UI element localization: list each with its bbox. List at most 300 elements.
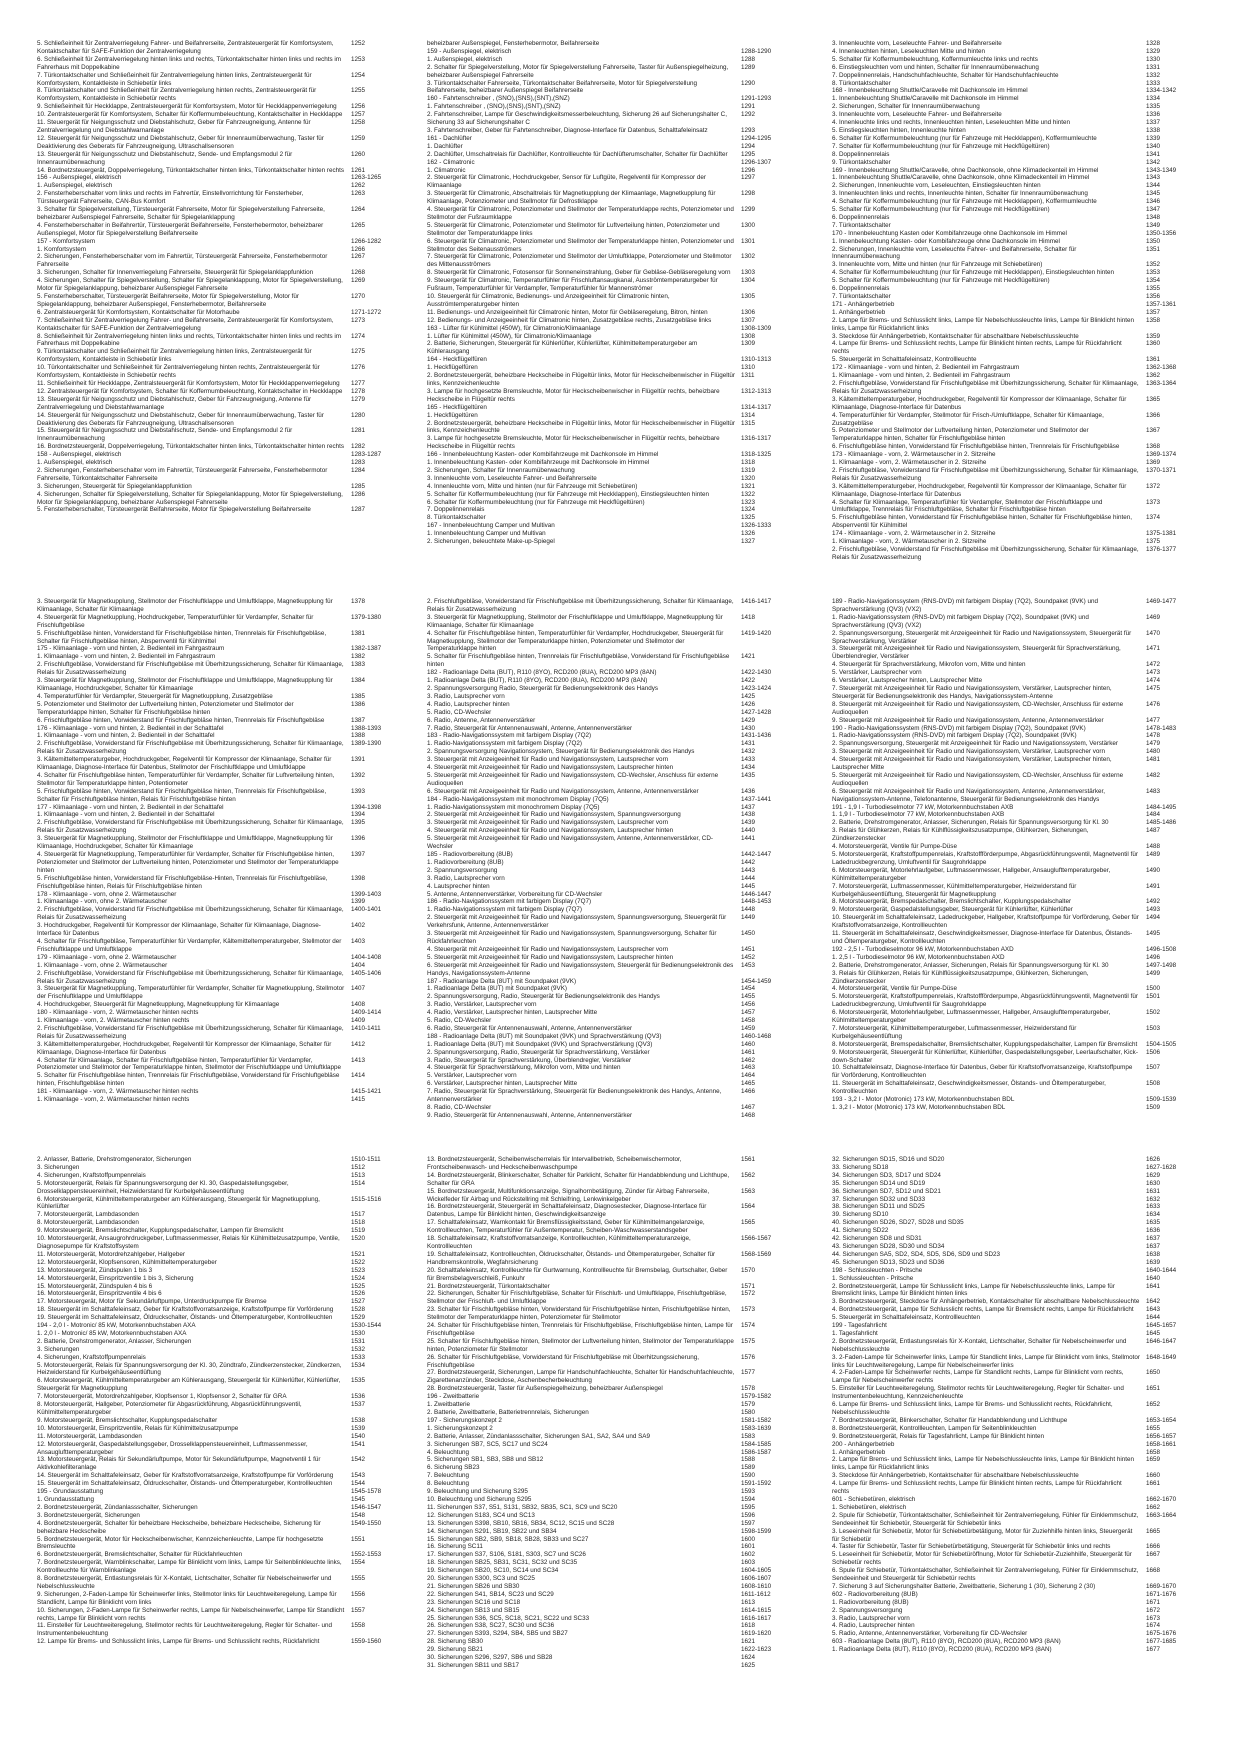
entry-title: 4. Radio, Verstärker, Lautsprecher hinten, Lautsprecher Mitte [427, 1009, 598, 1017]
index-entry [37, 1551, 423, 1559]
entry-page-number: 1484 [1146, 811, 1161, 819]
index-entry [832, 788, 1214, 804]
entry-page-number: 1295 [741, 150, 756, 158]
index-entry [37, 103, 423, 111]
index-entry [832, 1251, 1214, 1259]
entry-title: 12. Bedienungs- und Anzeigeeinheit für Climatronic hinten, Zusatzgebläse rechts, Zusatzgebläse links [427, 316, 712, 324]
entry-title: 2. Sicherungen, Fensterheberschalter vorn im Fahrertür, Türsteuergerät Fahrerseite, Fensterhebermotor Fahrerseite, Türkontaktschalter Fahrerseite [37, 466, 328, 482]
entry-title: 10. Sicherungen, 2-Faden-Lampe für Scheinwerfer rechts, Lampe für Nebelscheinwerfer, Lampe für Standlicht rechts, Lampe für Blinklicht vorn rechts [37, 1606, 345, 1622]
entry-page-number: 1345 [1146, 190, 1161, 198]
index-entry [832, 277, 1214, 285]
entry-page-number: 1572 [741, 1290, 756, 1298]
entry-page-number: 1400-1401 [351, 906, 382, 914]
entry-page-number: 1499 [1146, 969, 1161, 977]
entry-title: 3. Steuergerät für Magnetkupplung, Stellmotor der Frischluftklappe und Umluftklappe, Magnetkupplung für Klimaanlage, Schalter für Klimaanlage [37, 598, 333, 613]
entry-page-number: 1316-1317 [741, 435, 772, 443]
index-entry [37, 1441, 423, 1457]
index-entry [427, 1409, 813, 1417]
entry-title: 8. Doppelinnenrelais [832, 150, 890, 158]
entry-page-number: 1475 [1146, 684, 1161, 692]
entry-page-number: 1631 [1146, 1187, 1161, 1195]
index-entry [832, 883, 1214, 899]
entry-title: 5. Frischluftgebläse hinten, Vorwiderstand für Frischluftgebläse hinten, Schalter für Frischluftgebläse hinten, Absperrventil für Kühlmittel [832, 514, 1132, 530]
entry-title: 195 - Grundausstattung [37, 1488, 104, 1496]
entry-page-number: 1675-1676 [1146, 1630, 1177, 1638]
index-entry [37, 677, 423, 693]
index-entry [427, 277, 813, 293]
entry-title: 4. Fensterheberschalter in Beifahrertür, Türsteuergerät Beifahrerseite, Fensterhebermotor, beheizbarer Außenspiegel, Motor für Spiegelverstellung Beifahrerseite [37, 221, 324, 237]
entry-title: 7. Beleuchtung [427, 1472, 470, 1480]
entry-page-number: 1260 [351, 150, 366, 158]
entry-title: 8. Türkontaktschalter und Schließeinheit für Zentralverriegelung hinten rechts, Zentralsteuergerät für Komfortsystem, Kontaktleiste in Schiebetür rechts [37, 87, 317, 103]
entry-page-number: 1551 [351, 1535, 366, 1543]
index-entry [427, 412, 813, 420]
index-column-left [37, 40, 423, 514]
index-entry [37, 1227, 423, 1235]
entry-page-number: 1578 [741, 1385, 756, 1393]
entry-title: 31. Sicherungen SB11 und SB17 [427, 1662, 519, 1669]
index-entry [37, 1259, 423, 1267]
entry-title: 2. Fahrtenschreiber, Lampe für Geschwindigkeitsmesserbeleuchtung, Sicherung 26 auf Sicherungshalter C, Sicherung 33 auf Sicherungshalter C [427, 111, 727, 127]
entry-title: 1. Außenspiegel, elektrisch [37, 182, 113, 190]
entry-page-number: 1434 [741, 764, 756, 772]
index-entry [37, 1275, 423, 1283]
index-entry [37, 174, 423, 182]
index-entry [427, 253, 813, 269]
entry-title: 13. Motorsteuergerät, Zündspulen 1 bis 3 [37, 1266, 153, 1274]
index-entry [37, 1575, 423, 1591]
index-entry [427, 1417, 813, 1425]
index-entry [832, 56, 1214, 64]
index-entry [37, 87, 423, 103]
entry-page-number: 1340 [1146, 142, 1161, 150]
entry-title: 7. Bordnetzsteuergerät, Warnblinkschalter, Lampe für Blinklicht vorn links, Lampe für Seitenblinkleuchte links, Kontrollleuchte für Warnblinkanlage [37, 1559, 342, 1575]
index-entry [832, 1259, 1214, 1267]
entry-title: 4. Sicherungen, Kraftstoffpumpenrelais [37, 1171, 146, 1179]
index-entry [832, 630, 1214, 646]
entry-title: 35. Sicherungen SD14 und SD19 [832, 1179, 926, 1187]
entry-title: 13. Steuergerät für Neigungsschutz und Diebstahlschutz, Geber für Fahrzeugneigung, Antenne für Zentralverriegelung und Diebstahlwarnanlage [37, 395, 312, 411]
entry-page-number: 1662 [1146, 1503, 1161, 1511]
index-entry [832, 661, 1214, 669]
entry-page-number: 1616-1617 [741, 1614, 772, 1622]
entry-page-number: 1562 [741, 1171, 756, 1179]
entry-page-number: 1389-1390 [351, 740, 382, 748]
entry-page-number: 1376-1377 [1146, 546, 1177, 553]
entry-page-number: 1350 [1146, 237, 1161, 245]
entry-page-number: 1346 [1146, 198, 1161, 206]
entry-page-number: 1369-1374 [1146, 451, 1177, 459]
entry-page-number: 1333 [1146, 79, 1161, 87]
entry-title: 11. Steuergerät für Neigungsschutz und Diebstahlschutz, Geber für Fahrzeugneigung, Antenne für Zentralverriegelung und Diebstahlwarnanlage [37, 119, 311, 134]
index-entry [37, 1433, 423, 1441]
index-entry [427, 764, 813, 772]
index-column-right [832, 40, 1214, 562]
entry-page-number: 1396 [351, 835, 366, 843]
entry-title: 2. Batterie, Zweitbatterie, Batterietrennrelais, Sicherungen [427, 1409, 589, 1416]
entry-title: 8. Motorsteuergerät, Hallgeber, Potenziometer für Abgasrückführung, Abgasrückführungsventil, Kühlmitteltemperaturgeber [37, 1401, 302, 1416]
index-entry [832, 1275, 1214, 1283]
entry-page-number: 1496-1508 [1146, 945, 1177, 953]
index-entry [427, 135, 813, 143]
index-entry [427, 930, 813, 946]
entry-page-number: 1374 [1146, 514, 1161, 522]
entry-title: 3. Sicherungen, Schalter für Innenverriegelung Fahrerseite, Steuergerät für Spiegelanklappfunktion [37, 269, 314, 277]
entry-title: 2. Steuergerät mit Anzeigeeinheit für Radio und Navigationssystem, Spannungsversorgung, Steuergerät für Verkehrsfunk, Antenne, Antennenverstärker [427, 914, 727, 930]
entry-title: 14. Bordnetzsteuergerät, Doppelverriegelung, Türkontaktschalter hinten links, Türkontaktschalter hinten rechts [37, 166, 345, 174]
index-entry [427, 891, 813, 899]
entry-title: 7. Schalter für Koffermumbeleuchtung (nur für Fahrzeuge mit Heckflügeltüren) [832, 142, 1050, 150]
entry-page-number: 1431 [741, 740, 756, 748]
entry-page-number: 1331 [1146, 63, 1161, 71]
index-entry [37, 222, 423, 238]
index-entry [427, 309, 813, 317]
index-column-middle [427, 598, 813, 1120]
index-entry [427, 1607, 813, 1615]
entry-title: 4. Radio, Lautsprecher hinten [427, 700, 510, 708]
entry-title: 5. Potenziometer und Stellmotor der Luftverteilung hinten, Potenziometer und Stellmotor der Temperaturklappe hinten, Schalter für Frischluftgebläse hinten [37, 700, 294, 716]
index-entry [37, 819, 423, 835]
entry-page-number: 1386 [351, 700, 366, 708]
index-entry [427, 1480, 813, 1488]
entry-page-number: 1460-1468 [741, 1032, 772, 1040]
entry-page-number: 1622-1623 [741, 1646, 772, 1654]
index-entry [37, 1057, 423, 1073]
index-entry [832, 356, 1214, 364]
entry-page-number: 1632 [1146, 1195, 1161, 1203]
entry-page-number: 1347 [1146, 206, 1161, 214]
entry-title: 163 - Lüfter für Kühlmittel (450W), für Climatronic/Klimaanlage [427, 324, 601, 332]
entry-title: 1. Klimaanlage - vorn und hinten, 2. Bedienteil in der Schalttafel [37, 732, 215, 740]
index-entry [37, 1017, 423, 1025]
entry-title: 41. Sicherung SD22 [832, 1227, 889, 1235]
entry-page-number: 1353 [1146, 269, 1161, 277]
entry-title: 6. Verstärker, Lautsprecher hinten, Lautsprecher Mitte [832, 677, 983, 685]
index-entry [832, 380, 1214, 396]
index-entry [832, 40, 1214, 48]
entry-page-number: 1456 [741, 1001, 756, 1009]
entry-page-number: 1566-1567 [741, 1235, 772, 1243]
index-entry [427, 796, 813, 804]
entry-page-number: 1501 [1146, 993, 1161, 1001]
entry-title: 7. Motorsteuergerät, Luftmassenmesser, Kühlmitteltemperaturgeber, Heizwiderstand für Kurbelgehäuseentlüftung, Steuergerät für Magnetkupplung [832, 882, 1077, 898]
entry-page-number: 1603 [741, 1559, 756, 1567]
index-entry [37, 906, 423, 922]
entry-page-number: 1431-1436 [741, 732, 772, 740]
entry-page-number: 1273 [351, 316, 366, 324]
entry-title: 2. Dachlüfter, Umschaltrelais für Dachlüfter, Kontrollleuchte für Dachlüfterumschalter, Schalter für Dachlüfter [427, 150, 728, 158]
entry-title: 5. Bordnetzsteuergerät, Motor für Heckscheibenwischer, Kennzeichenleuchte, Lampe für hochgesetzte Bremsleuchte [37, 1535, 324, 1551]
index-entry [37, 1456, 423, 1472]
index-entry [832, 985, 1214, 993]
index-entry [37, 459, 423, 467]
index-entry [427, 1551, 813, 1559]
index-entry [37, 1025, 423, 1041]
entry-title: 3. Steuergerät mit Anzeigeeinheit für Radio und Navigationssystem, Lautsprecher vorn [427, 756, 669, 764]
entry-title: 38. Sicherungen SD11 und SD25 [832, 1203, 925, 1211]
entry-title: 9. Beleuchtung und Sicherung S295 [427, 1488, 528, 1496]
entry-title: 44. Sicherungen SA5, SD2, SD4, SD5, SD6, SD9 und SD23 [832, 1250, 1001, 1258]
entry-page-number: 1472 [1146, 661, 1161, 669]
entry-page-number: 1652 [1146, 1401, 1161, 1409]
entry-title: 5. Antenne, Antennenverstärker, Vorbereitung für CD-Wechsler [427, 890, 603, 898]
index-entry [832, 867, 1214, 883]
entry-title: 28. Sicherung SB30 [427, 1638, 484, 1646]
entry-title: 169 - Innenbeleuchtung Shuttle/Caravelle, ohne Dachkonsole, ohne Klimadeckenteil im Himmel [832, 166, 1099, 174]
entry-page-number: 1365 [1146, 395, 1161, 403]
entry-title: 1. 2,5 l - Turbodieselmotor 96 kW, Motorkennbuchstaben AXD [832, 953, 1005, 961]
index-entry [427, 819, 813, 827]
entry-title: 13. Bordnetzsteuergerät, Scheibenwischerrelais für Intervallbetrieb, Scheibenwischermotor, Frontscheibenwasch- und Heckscheibenwaschpumpe [427, 1156, 682, 1171]
entry-page-number: 1409-1414 [351, 1009, 382, 1017]
entry-page-number: 1367 [1146, 427, 1161, 435]
entry-title: 19. Steuergerät im Schalttafeleinsatz, Öldruckschalter, Ölstands- und Öltemperaturgeber, Kontrollleuchten [37, 1314, 333, 1322]
index-entry [427, 614, 813, 630]
index-entry [832, 1203, 1214, 1211]
index-entry [832, 111, 1214, 119]
entry-page-number: 1523 [351, 1266, 366, 1274]
index-entry [37, 1512, 423, 1520]
entry-title: 16. Bordnetzsteuergerät, Steuergerät im Schalttafeleinsatz, Diagnosestecker, Diagnose-Interface für Datenbus, Lampe für Blinklicht hinten, Geschwindigkeitsanzeige [427, 1203, 707, 1219]
index-entry [37, 1306, 423, 1314]
index-entry [427, 985, 813, 993]
entry-page-number: 1342 [1146, 158, 1161, 166]
entry-title: 7. Radio, Steuergerät für Antennenauswahl, Antenne, Antennenverstärker [427, 724, 633, 732]
entry-title: 7. Sicherung 3 auf Sicherungshalter Batterie, Zweitbatterie, Sicherung 1 (30), Sicherung 2 (30) [832, 1582, 1096, 1590]
index-entry [427, 522, 813, 530]
index-entry [427, 732, 813, 740]
entry-title: 3. Sicherungen SB7, SC5, SC17 und SC24 [427, 1440, 548, 1448]
entry-title: 4. Lampe für Brems- und Schlusslicht rechts, Lampe für Blinklicht hinten rechts, Lampe für Rückfahrlicht rechts [832, 340, 1122, 356]
entry-page-number: 1388-1393 [351, 724, 382, 732]
entry-title: 24. Schalter für Frischluftgebläse hinten, Trennrelais für Frischluftgebläse, Frischluftgebläse hinten, Lampe für Frischluftgebläse [427, 1322, 733, 1337]
entry-title: 5. Motorsteuergerät, Relais für Spannungsversorgung der Kl. 30, Gaspedalstellungsgeber, Drosselklappensteuereinheit, Heizwiderstand für Kurbelgehäuseentlüftung [37, 1179, 289, 1195]
entry-page-number: 1407 [351, 985, 366, 993]
entry-title: 8. Türkontaktschalter [427, 514, 486, 522]
entry-page-number: 1488 [1146, 843, 1161, 851]
entry-page-number: 1611-1612 [741, 1590, 771, 1598]
index-entry [427, 1520, 813, 1528]
entry-title: 5. Steuergerät im Schalttafeleinsatz, Kontrollleuchten [832, 1314, 981, 1322]
index-entry [37, 451, 423, 459]
entry-title: 12. Motorsteuergerät, Klopfsensoren, Kühlmitteltemperaturgeber [37, 1258, 217, 1266]
entry-title: 1. Sicherungskonzept 2 [427, 1424, 493, 1432]
entry-title: 192 - 2,5 l - Turbodieselmotor 96 kW, Motorkennbuchstaben AXD [832, 945, 1014, 953]
index-entry [427, 1385, 813, 1393]
index-entry [37, 72, 423, 88]
index-entry [832, 1041, 1214, 1049]
index-entry [832, 1096, 1214, 1104]
index-entry [832, 1591, 1214, 1599]
entry-page-number: 1590 [741, 1472, 756, 1480]
index-entry [37, 388, 423, 396]
index-entry [427, 1543, 813, 1551]
entry-page-number: 1459 [741, 1024, 756, 1032]
index-entry [37, 772, 423, 788]
entry-page-number: 1291 [741, 103, 756, 111]
entry-page-number: 1285 [351, 482, 366, 490]
entry-page-number: 1446-1447 [741, 890, 772, 898]
entry-page-number: 1541 [351, 1440, 366, 1448]
entry-page-number: 1509-1539 [1146, 1096, 1177, 1104]
index-entry [427, 1306, 813, 1322]
index-entry [832, 222, 1214, 230]
entry-page-number: 1600 [741, 1535, 756, 1543]
index-entry [427, 238, 813, 254]
entry-title: 3. Radio, Steuergerät für Sprachverstärkung, Überblendregler, Verstärker [427, 1056, 632, 1064]
entry-title: 15. Bordnetzsteuergerät, Multifunktionsanzeige, Signalhornbetätigung, Zünder für Airbag Fahrerseite, Wickelfeder für Airbag und Rückstellring mit Schleifring, Lenkwinkelgeber [427, 1187, 710, 1203]
entry-page-number: 1357-1361 [1146, 300, 1177, 308]
entry-title: 176 - Klimaanlage - vorn und hinten, 2. Bedienteil in der Schalttafel [37, 724, 224, 732]
index-entry [37, 40, 423, 56]
entry-page-number: 1460 [741, 1040, 756, 1048]
entry-title: 5. Frischluftgebläse hinten, Vorwiderstand für Frischluftgebläse-Hinten, Trennrelais für Frischluftgebläse, Frischluftgebläse hinten, Relais für Frischluftgebläse hinten [37, 874, 328, 890]
index-entry [427, 206, 813, 222]
entry-title: 156 - Außenspiegel, elektrisch [37, 174, 122, 182]
index-entry [427, 1041, 813, 1049]
entry-title: 24. Sicherungen SB13 und SB15 [427, 1606, 520, 1614]
entry-title: 2. Bordnetzsteuergerät, Zündanlassschalter, Sicherungen [37, 1503, 198, 1511]
index-entry [832, 48, 1214, 56]
index-entry [427, 756, 813, 764]
entry-title: 2. Frischluftgebläse, Vorwiderstand für Frischluftgebläse mit Überhitzungssicherung, Schalter für Klimaanlage, Relais für Zusatzwasserheizung [427, 598, 734, 613]
index-entry [832, 87, 1214, 95]
entry-title: 9. Bordnetzsteuergerät, Relais für Tagesfahrlicht, Lampe für Blinklicht hinten [832, 1432, 1044, 1440]
index-entry [427, 1283, 813, 1291]
entry-page-number: 1307 [741, 316, 756, 324]
entry-page-number: 1382 [351, 653, 366, 661]
index-entry [427, 1203, 813, 1219]
index-entry [37, 740, 423, 756]
entry-title: 7. Radio, Steuergerät für Sprachverstärkung, Steuergerät für Bedienungselektronik des Handys, Antenne, Antennenverstärker [427, 1088, 722, 1104]
entry-page-number: 1289 [741, 63, 756, 71]
entry-page-number: 1531 [351, 1337, 366, 1345]
entry-page-number: 1323 [741, 498, 756, 506]
entry-page-number: 1503 [1146, 1024, 1161, 1032]
entry-title: 1. Radioanlage Delta (BUT), R110 (8YO), RCD200 (8UA), RCD200 MP3 (8AN) [427, 677, 648, 685]
index-entry [37, 962, 423, 970]
entry-page-number: 1604-1605 [741, 1567, 772, 1575]
index-entry [37, 1638, 423, 1646]
entry-title: 1. Klimaanlage - vorn, 2. Wärmetauscher hinten rechts [37, 1096, 190, 1104]
entry-page-number: 1258 [351, 119, 366, 127]
entry-page-number: 1436 [741, 787, 756, 795]
index-entry [37, 804, 423, 812]
entry-title: 15. Sicherungen SB2, SB9, SB18, SB28, SB33 und SC27 [427, 1535, 589, 1543]
index-entry [832, 1401, 1214, 1417]
entry-title: 10. Motorsteuergerät, Ansaugrohrdruckgeber, Luftmassenmesser, Relais für Kühlmittelzusatzpumpe, Ventile, Diagnosepumpe für Kraftstoffsystem [37, 1235, 340, 1250]
entry-page-number: 1573 [741, 1306, 756, 1314]
index-entry [37, 891, 423, 899]
entry-title: 4. Steuergerät für Climatronic, Potenziometer und Stellmotor der Temperaturklappe rechts, Potenziometer und Stellmotor der Fußraumklappe [427, 206, 734, 221]
index-entry [832, 669, 1214, 677]
index-entry [427, 1630, 813, 1638]
entry-page-number: 1467 [741, 1104, 756, 1111]
index-entry [832, 732, 1214, 740]
index-entry [427, 788, 813, 796]
index-entry [832, 1243, 1214, 1251]
index-entry [832, 538, 1214, 546]
entry-page-number: 1491 [1146, 882, 1161, 890]
entry-page-number: 1453 [741, 961, 756, 969]
entry-page-number: 1548 [351, 1511, 366, 1519]
index-entry [427, 40, 813, 48]
entry-title: 11. Schließeinheit für Heckklappe, Zentralsteuergerät für Komfortsystem, Motor für Heckklappenverriegelung [37, 379, 340, 387]
entry-title: 5. Schalter für Frischluftgebläse hinten, Trennrelais für Frischluftgebläse, Vorwiderstand für Frischluftgebläse hinten [427, 653, 730, 669]
entry-page-number: 1352 [1146, 261, 1161, 269]
index-entry [427, 914, 813, 930]
index-entry [832, 1009, 1214, 1025]
index-entry [427, 1456, 813, 1464]
index-entry [427, 190, 813, 206]
index-entry [427, 1393, 813, 1401]
entry-page-number: 1397 [351, 851, 366, 858]
index-entry [832, 1164, 1214, 1172]
entry-page-number: 1642 [1146, 1298, 1161, 1306]
index-entry [427, 174, 813, 190]
index-entry [427, 530, 813, 538]
entry-title: 4. Steuergerät für Magnetkupplung, Temperaturfühler für Verdampfer, Schalter für Frischluftgebläse hinten, Potenziometer und Stellmotor der Luftverteilung hinten, Potenziometer und Stellmotor der Temperaturklappe hinten [37, 851, 339, 874]
index-entry [37, 1196, 423, 1212]
entry-page-number: 1425 [741, 692, 756, 700]
entry-page-number: 1270 [351, 293, 366, 300]
entry-title: 33. Sicherung SD18 [832, 1163, 889, 1171]
index-entry [832, 1512, 1214, 1528]
entry-page-number: 1593 [741, 1488, 756, 1496]
entry-title: 3. Innenleuchte vorn, Leseleuchte Fahrer- und Beifahrerseite [427, 474, 597, 482]
index-entry [427, 340, 813, 356]
entry-title: 4. 2-Faden-Lampe für Scheinwerfer rechts, Lampe für Standlicht rechts, Lampe für Blinklicht vorn rechts, Lampe für Nebelscheinwerfer rechts [832, 1369, 1124, 1385]
entry-title: 158 - Außenspiegel, elektrisch [37, 451, 122, 459]
entry-page-number: 1634 [1146, 1211, 1161, 1219]
entry-page-number: 1660 [1146, 1472, 1161, 1480]
entry-page-number: 1427-1428 [741, 708, 772, 716]
index-entry [832, 1104, 1214, 1112]
entry-title: 6. Motorsteuergerät, Motorlehrlaufgeber, Luftmassenmesser, Hallgeber, Ansauglufttemperaturgeber, Kühlmitteltemperaturgeber [832, 866, 1111, 882]
entry-title: 4. Schalter für Klimaanlage, Temperaturfühler für Verdampfer, Stellmotor der Frischluftklappe und Umluftklappe, Trennrelais für Frischluftgebläse, Schalter für Frischluftgebläse hinten [832, 498, 1103, 514]
index-entry [832, 1449, 1214, 1457]
entry-title: 182 - Radioanlage Delta (BUT), R110 (8YO), RCD200 (8UA), RCD200 MP3 (8AN) [427, 669, 657, 677]
entry-page-number: 1640-1644 [1146, 1266, 1177, 1274]
entry-title: 170 - Innenbeleuchtung Kasten oder Kombifahrzeuge ohne Dachkonsole im Himmel [832, 229, 1067, 237]
index-entry [427, 435, 813, 451]
index-column-middle [427, 40, 813, 546]
entry-page-number: 1437-1441 [741, 795, 772, 803]
entry-title: 3. Hochdruckgeber, Regelventil für Kompressor der Klimaanlage, Schalter für Klimaanlage, Diagnose-Interface für Datenbus [37, 922, 321, 938]
entry-page-number: 1644 [1146, 1314, 1161, 1322]
entry-title: 5. Steuergerät mit Anzeigeeinheit für Radio und Navigationssystem, Antenne, Antennenverstärker, CD-Wechsler [427, 835, 713, 851]
index-entry [427, 1496, 813, 1504]
entry-page-number: 1422-1430 [741, 669, 772, 677]
index-entry [832, 530, 1214, 538]
entry-page-number: 1308 [741, 332, 756, 340]
entry-page-number: 1455 [741, 993, 756, 1001]
entry-page-number: 1510-1511 [351, 1156, 381, 1163]
entry-title: 173 - Klimaanlage - vorn, 2. Wärmetauscher in 2. Sitzreihe [832, 451, 996, 459]
index-entry [37, 135, 423, 151]
index-entry [37, 1330, 423, 1338]
entry-title: 29. Sicherung SB21 [427, 1646, 484, 1654]
entry-page-number: 1464 [741, 1072, 756, 1080]
entry-title: 2. Bordnetzsteuergerät, beheizbare Heckscheibe in Flügeltür links, Motor für Heckscheibenwischer in Flügeltür links, Kennzeichenleuchte [427, 419, 735, 435]
index-entry [37, 1235, 423, 1251]
index-entry [427, 598, 813, 614]
entry-title: 11. Steuergerät im Schalttafeleinsatz, Geschwindigkeitsmesser, Diagnose-Interface für Datenbus, Ölstands-und Öltemperaturgeber, Kontrollleuchten [832, 930, 1133, 945]
entry-page-number: 1544 [351, 1480, 366, 1488]
index-entry [832, 1025, 1214, 1041]
index-entry [37, 412, 423, 428]
entry-page-number: 1557 [351, 1606, 366, 1614]
